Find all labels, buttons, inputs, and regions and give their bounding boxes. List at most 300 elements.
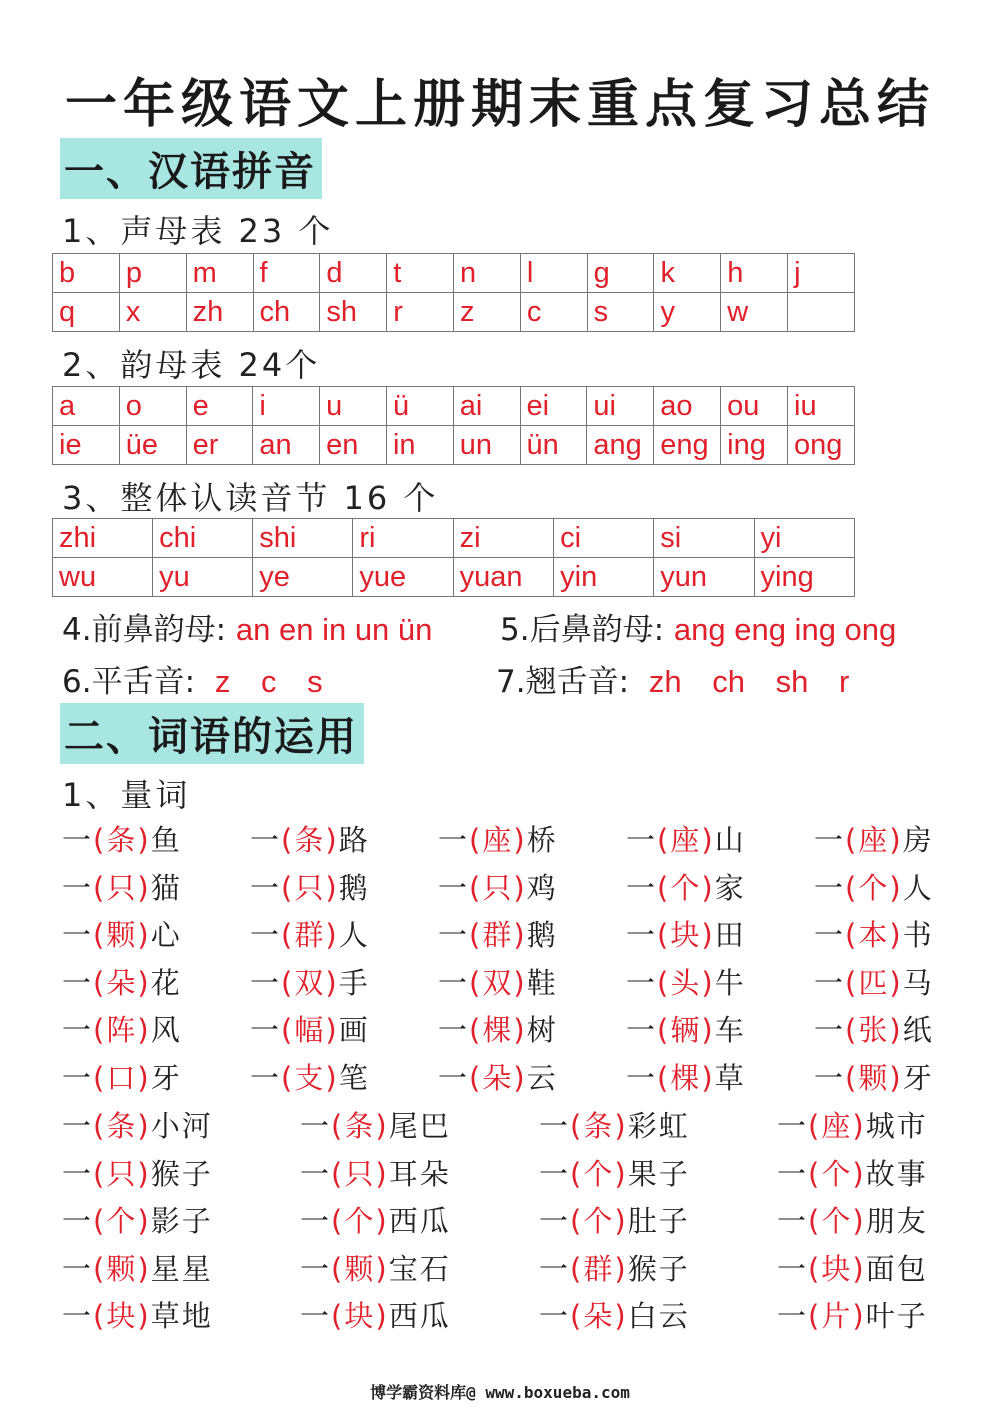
zhengti-cell: yue — [353, 558, 453, 597]
measure-word: 个 — [821, 1204, 853, 1239]
noun: 西瓜 — [388, 1204, 451, 1239]
measure-word: 片 — [821, 1299, 853, 1334]
measure-word-item — [62, 1294, 213, 1335]
yunmu-heading: 2、韵母表 24个 — [62, 346, 321, 384]
yi-prefix: 一 — [250, 870, 282, 905]
paren-open: ( — [331, 1156, 345, 1191]
shengmu-cell — [788, 293, 855, 332]
yi-prefix: 一 — [626, 870, 658, 905]
measure-word: 棵 — [482, 1013, 514, 1048]
paren-open: ( — [93, 1299, 107, 1334]
paren-close: ) — [137, 1156, 151, 1191]
paren-open: ( — [657, 1061, 671, 1095]
measure-word-item — [250, 866, 370, 907]
measure-word-item — [300, 1152, 451, 1193]
measure-word-item — [814, 1056, 934, 1097]
measure-word: 座 — [670, 823, 702, 857]
measure-word-item — [626, 866, 746, 907]
measure-word-item — [62, 818, 182, 859]
measure-word: 个 — [583, 1156, 615, 1191]
paren-close: ) — [889, 1013, 903, 1048]
pingshe-line — [62, 656, 323, 701]
shengmu-cell: j — [788, 254, 855, 293]
yi-prefix: 一 — [300, 1251, 332, 1286]
shengmu-cell: d — [320, 254, 387, 293]
liangci-heading: 1、量词 — [62, 776, 191, 814]
measure-word: 条 — [106, 823, 138, 857]
shengmu-cell: w — [721, 293, 788, 332]
paren-close: ) — [137, 1109, 151, 1143]
paren-open: ( — [281, 1013, 295, 1048]
paren-close: ) — [513, 965, 527, 1000]
yi-prefix: 一 — [62, 1156, 94, 1191]
paren-open: ( — [281, 823, 295, 857]
paren-open: ( — [570, 1156, 584, 1191]
yunmu-cell: ün — [520, 426, 587, 465]
shengmu-cell: p — [119, 254, 186, 293]
yi-prefix: 一 — [814, 823, 846, 857]
noun: 城市 — [865, 1109, 928, 1143]
noun: 叶子 — [865, 1299, 928, 1334]
measure-word: 棵 — [670, 1061, 702, 1095]
yunmu-cell: ong — [788, 426, 855, 465]
paren-open: ( — [657, 1013, 671, 1048]
paren-close: ) — [513, 1013, 527, 1048]
paren-open: ( — [331, 1251, 345, 1286]
shengmu-heading: 1、声母表 23 个 — [62, 212, 334, 250]
shengmu-cell: y — [654, 293, 721, 332]
noun: 田 — [714, 918, 746, 953]
noun: 尾巴 — [388, 1109, 451, 1143]
paren-close: ) — [137, 1061, 151, 1095]
yunmu-cell: iu — [788, 387, 855, 426]
measure-word-item — [438, 913, 558, 954]
qiaoshe-line — [496, 656, 849, 701]
measure-word: 座 — [858, 823, 890, 857]
shengmu-cell: h — [721, 254, 788, 293]
paren-open: ( — [93, 1013, 107, 1048]
paren-open: ( — [469, 870, 483, 905]
measure-word: 座 — [821, 1109, 853, 1143]
paren-close: ) — [852, 1251, 866, 1286]
measure-word-item — [539, 1199, 690, 1240]
yunmu-cell: ei — [520, 387, 587, 426]
shengmu-table — [52, 253, 855, 332]
paren-close: ) — [701, 1061, 715, 1095]
measure-word: 颗 — [106, 1251, 138, 1286]
measure-word: 群 — [583, 1251, 615, 1286]
yunmu-cell: i — [253, 387, 320, 426]
paren-open: ( — [469, 1061, 483, 1095]
zhengti-cell: si — [654, 519, 754, 558]
paren-open: ( — [808, 1156, 822, 1191]
paren-close: ) — [375, 1156, 389, 1191]
measure-word-item — [626, 913, 746, 954]
measure-word: 个 — [583, 1204, 615, 1239]
yunmu-cell: ai — [453, 387, 520, 426]
paren-open: ( — [845, 918, 859, 953]
qianbi-label: 4.前鼻韵母: — [62, 612, 227, 648]
yi-prefix: 一 — [62, 1061, 94, 1095]
paren-close: ) — [325, 918, 339, 953]
noun: 彩虹 — [627, 1109, 690, 1143]
paren-open: ( — [808, 1204, 822, 1239]
noun: 路 — [338, 823, 370, 857]
measure-word-item — [438, 961, 558, 1002]
noun: 心 — [150, 918, 182, 953]
noun: 人 — [338, 918, 370, 953]
yunmu-cell: ing — [721, 426, 788, 465]
yi-prefix: 一 — [300, 1156, 332, 1191]
yi-prefix: 一 — [62, 1299, 94, 1334]
shengmu-cell: ch — [253, 293, 320, 332]
yunmu-cell: ü — [386, 387, 453, 426]
paren-open: ( — [808, 1251, 822, 1286]
noun: 牙 — [902, 1061, 934, 1095]
measure-word: 群 — [482, 918, 514, 953]
measure-word: 本 — [858, 918, 890, 953]
paren-open: ( — [469, 823, 483, 857]
zhengti-cell: yin — [554, 558, 654, 597]
measure-word: 朵 — [583, 1299, 615, 1334]
shengmu-cell: m — [186, 254, 253, 293]
measure-word: 只 — [106, 870, 138, 905]
qianbi-value: an en in un ün — [235, 612, 433, 647]
noun: 猴子 — [150, 1156, 213, 1191]
shengmu-cell: k — [654, 254, 721, 293]
paren-close: ) — [614, 1251, 628, 1286]
paren-close: ) — [325, 1061, 339, 1095]
yi-prefix: 一 — [777, 1109, 809, 1143]
paren-open: ( — [281, 1061, 295, 1095]
qiaoshe-value: zh ch sh r — [648, 664, 850, 699]
measure-word-item — [438, 818, 558, 859]
yi-prefix: 一 — [438, 870, 470, 905]
yi-prefix: 一 — [626, 918, 658, 953]
paren-open: ( — [93, 1204, 107, 1239]
measure-word-item — [62, 1056, 182, 1097]
measure-word: 双 — [482, 965, 514, 1000]
houbi-line — [500, 604, 896, 649]
yi-prefix: 一 — [62, 823, 94, 857]
measure-word: 个 — [858, 870, 890, 905]
yunmu-cell: er — [186, 426, 253, 465]
paren-close: ) — [614, 1156, 628, 1191]
noun: 牛 — [714, 965, 746, 1000]
measure-word-item — [250, 1008, 370, 1049]
yi-prefix: 一 — [814, 1061, 846, 1095]
measure-word: 辆 — [670, 1013, 702, 1048]
paren-open: ( — [657, 918, 671, 953]
paren-open: ( — [93, 823, 107, 857]
noun: 马 — [902, 965, 934, 1000]
yi-prefix: 一 — [438, 965, 470, 1000]
measure-word: 个 — [670, 870, 702, 905]
measure-word-item — [539, 1247, 690, 1288]
noun: 鱼 — [150, 823, 182, 857]
noun: 桥 — [526, 823, 558, 857]
measure-word: 颗 — [344, 1251, 376, 1286]
yunmu-cell: ie — [53, 426, 120, 465]
houbi-label: 5.后鼻韵母: — [500, 612, 665, 648]
zhengti-cell: yu — [153, 558, 253, 597]
paren-close: ) — [614, 1109, 628, 1143]
paren-close: ) — [137, 1204, 151, 1239]
noun: 云 — [526, 1061, 558, 1095]
shengmu-cell: zh — [186, 293, 253, 332]
yi-prefix: 一 — [62, 1013, 94, 1048]
paren-close: ) — [614, 1204, 628, 1239]
noun: 笔 — [338, 1061, 370, 1095]
paren-close: ) — [701, 918, 715, 953]
yunmu-cell: u — [320, 387, 387, 426]
shengmu-cell: r — [387, 293, 454, 332]
paren-open: ( — [93, 1109, 107, 1143]
yi-prefix: 一 — [626, 1013, 658, 1048]
measure-word: 幅 — [294, 1013, 326, 1048]
yi-prefix: 一 — [250, 965, 282, 1000]
paren-close: ) — [614, 1299, 628, 1334]
paren-close: ) — [137, 1299, 151, 1334]
paren-close: ) — [889, 823, 903, 857]
yunmu-cell: ui — [587, 387, 654, 426]
shengmu-cell: s — [587, 293, 654, 332]
yunmu-row — [53, 426, 855, 465]
shengmu-row — [53, 293, 855, 332]
noun: 花 — [150, 965, 182, 1000]
paren-close: ) — [889, 1061, 903, 1095]
measure-word: 朵 — [482, 1061, 514, 1095]
measure-word: 块 — [670, 918, 702, 953]
yunmu-cell: o — [119, 387, 186, 426]
paren-open: ( — [93, 965, 107, 1000]
measure-word: 只 — [294, 870, 326, 905]
measure-word-item — [777, 1247, 928, 1288]
measure-word-item — [250, 818, 370, 859]
measure-word: 条 — [106, 1109, 138, 1143]
measure-word-item — [814, 866, 934, 907]
measure-word-item — [62, 1199, 213, 1240]
measure-word: 阵 — [106, 1013, 138, 1048]
zhengti-cell: ci — [554, 519, 654, 558]
measure-word: 块 — [821, 1251, 853, 1286]
paren-close: ) — [513, 918, 527, 953]
measure-word-item — [62, 1247, 213, 1288]
paren-close: ) — [375, 1251, 389, 1286]
paren-open: ( — [93, 1061, 107, 1095]
noun: 猴子 — [627, 1251, 690, 1286]
noun: 画 — [338, 1013, 370, 1048]
noun: 鹅 — [526, 918, 558, 953]
paren-open: ( — [281, 965, 295, 1000]
zhengti-heading: 3、整体认读音节 16 个 — [62, 479, 439, 517]
paren-open: ( — [93, 1156, 107, 1191]
yi-prefix: 一 — [777, 1299, 809, 1334]
noun: 家 — [714, 870, 746, 905]
measure-word-item — [777, 1294, 928, 1335]
zhengti-cell: chi — [153, 519, 253, 558]
shengmu-row — [53, 254, 855, 293]
measure-word: 群 — [294, 918, 326, 953]
paren-open: ( — [281, 870, 295, 905]
shengmu-cell: b — [53, 254, 120, 293]
noun: 山 — [714, 823, 746, 857]
noun: 小河 — [150, 1109, 213, 1143]
paren-close: ) — [325, 965, 339, 1000]
yi-prefix: 一 — [62, 870, 94, 905]
section-heading-pinyin: 一、汉语拼音 — [60, 138, 322, 199]
zhengti-row — [53, 519, 855, 558]
measure-word: 只 — [344, 1156, 376, 1191]
yi-prefix: 一 — [539, 1204, 571, 1239]
zhengti-cell: shi — [253, 519, 353, 558]
measure-word: 颗 — [858, 1061, 890, 1095]
paren-close: ) — [513, 870, 527, 905]
yunmu-cell: e — [186, 387, 253, 426]
measure-word-item — [814, 913, 934, 954]
noun: 树 — [526, 1013, 558, 1048]
noun: 西瓜 — [388, 1299, 451, 1334]
zhengti-cell: zhi — [53, 519, 153, 558]
yi-prefix: 一 — [539, 1156, 571, 1191]
noun: 耳朵 — [388, 1156, 451, 1191]
noun: 纸 — [902, 1013, 934, 1048]
yi-prefix: 一 — [814, 870, 846, 905]
measure-word: 座 — [482, 823, 514, 857]
paren-close: ) — [137, 965, 151, 1000]
yi-prefix: 一 — [438, 823, 470, 857]
measure-word: 个 — [344, 1204, 376, 1239]
shengmu-cell: c — [520, 293, 587, 332]
yi-prefix: 一 — [250, 823, 282, 857]
measure-word: 条 — [294, 823, 326, 857]
measure-word-item — [539, 1104, 690, 1145]
noun: 车 — [714, 1013, 746, 1048]
noun: 鹅 — [338, 870, 370, 905]
qiaoshe-label: 7.翘舌音: — [496, 664, 630, 700]
noun: 草 — [714, 1061, 746, 1095]
yi-prefix: 一 — [62, 965, 94, 1000]
noun: 白云 — [627, 1299, 690, 1334]
measure-word-item — [626, 1056, 746, 1097]
paren-open: ( — [657, 823, 671, 857]
noun: 朋友 — [865, 1204, 928, 1239]
paren-open: ( — [657, 965, 671, 1000]
shengmu-cell: n — [454, 254, 521, 293]
paren-open: ( — [93, 870, 107, 905]
measure-word: 朵 — [106, 965, 138, 1000]
paren-close: ) — [137, 918, 151, 953]
pingshe-label: 6.平舌音: — [62, 664, 196, 700]
measure-word-item — [62, 913, 182, 954]
pingshe-value: z c s — [214, 664, 323, 699]
shengmu-cell: f — [253, 254, 320, 293]
measure-word-item — [300, 1199, 451, 1240]
measure-word-item — [539, 1294, 690, 1335]
yi-prefix: 一 — [777, 1251, 809, 1286]
yi-prefix: 一 — [300, 1204, 332, 1239]
measure-word-item — [438, 1056, 558, 1097]
paren-open: ( — [808, 1109, 822, 1143]
shengmu-cell: l — [520, 254, 587, 293]
yi-prefix: 一 — [777, 1156, 809, 1191]
noun: 影子 — [150, 1204, 213, 1239]
measure-word: 张 — [858, 1013, 890, 1048]
yunmu-cell: an — [253, 426, 320, 465]
yi-prefix: 一 — [539, 1109, 571, 1143]
yunmu-cell: in — [386, 426, 453, 465]
paren-close: ) — [137, 1251, 151, 1286]
paren-open: ( — [570, 1299, 584, 1334]
paren-close: ) — [375, 1299, 389, 1334]
measure-word: 匹 — [858, 965, 890, 1000]
yunmu-table — [52, 386, 855, 465]
measure-word: 条 — [583, 1109, 615, 1143]
zhengti-cell: ri — [353, 519, 453, 558]
yi-prefix: 一 — [814, 965, 846, 1000]
measure-word: 个 — [821, 1156, 853, 1191]
shengmu-cell: g — [587, 254, 654, 293]
noun: 房 — [902, 823, 934, 857]
shengmu-cell: x — [119, 293, 186, 332]
paren-open: ( — [570, 1109, 584, 1143]
paren-close: ) — [325, 823, 339, 857]
paren-close: ) — [889, 965, 903, 1000]
paren-close: ) — [701, 870, 715, 905]
paren-open: ( — [570, 1204, 584, 1239]
measure-word: 只 — [482, 870, 514, 905]
measure-word: 块 — [344, 1299, 376, 1334]
yi-prefix: 一 — [62, 918, 94, 953]
measure-word-item — [300, 1104, 451, 1145]
measure-word-item — [62, 1104, 213, 1145]
houbi-value: ang eng ing ong — [673, 612, 897, 647]
yi-prefix: 一 — [438, 1061, 470, 1095]
noun: 故事 — [865, 1156, 928, 1191]
paren-close: ) — [137, 1013, 151, 1048]
measure-word-item — [777, 1152, 928, 1193]
measure-word: 双 — [294, 965, 326, 1000]
yunmu-cell: eng — [654, 426, 721, 465]
paren-open: ( — [845, 965, 859, 1000]
noun: 牙 — [150, 1061, 182, 1095]
measure-word-item — [62, 1152, 213, 1193]
paren-open: ( — [469, 918, 483, 953]
yi-prefix: 一 — [300, 1299, 332, 1334]
paren-open: ( — [331, 1109, 345, 1143]
measure-word-item — [62, 1008, 182, 1049]
paren-close: ) — [375, 1204, 389, 1239]
zhengti-cell: yun — [654, 558, 754, 597]
measure-word-item — [777, 1104, 928, 1145]
shengmu-cell: z — [454, 293, 521, 332]
yi-prefix: 一 — [250, 1013, 282, 1048]
paren-close: ) — [701, 1013, 715, 1048]
yi-prefix: 一 — [438, 1013, 470, 1048]
measure-word-item — [250, 1056, 370, 1097]
measure-word-item — [626, 1008, 746, 1049]
measure-word-item — [250, 961, 370, 1002]
qianbi-line — [62, 604, 432, 649]
noun: 手 — [338, 965, 370, 1000]
measure-word-item — [814, 818, 934, 859]
measure-word-item — [300, 1247, 451, 1288]
noun: 鸡 — [526, 870, 558, 905]
paren-close: ) — [325, 1013, 339, 1048]
paren-close: ) — [701, 965, 715, 1000]
yi-prefix: 一 — [626, 965, 658, 1000]
yi-prefix: 一 — [62, 1251, 94, 1286]
